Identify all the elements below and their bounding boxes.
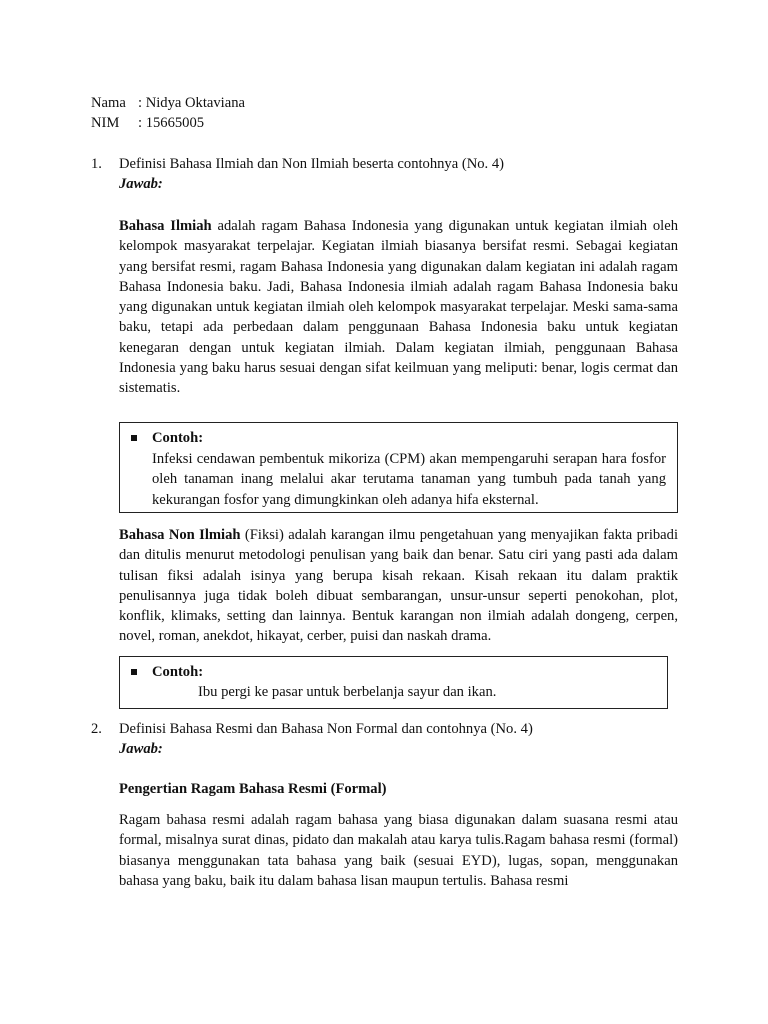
- bullet-icon: [131, 669, 137, 675]
- q2-number: 2.: [91, 721, 102, 737]
- q1-question: Definisi Bahasa Ilmiah dan Non Ilmiah beserta contohnya (No. 4): [119, 156, 505, 172]
- nonilmiah-paragraph: [119, 525, 678, 647]
- example-box-1: [119, 422, 678, 513]
- ilmiah-term: Bahasa Ilmiah: [119, 218, 212, 234]
- q2-heading: Pengertian Ragam Bahasa Resmi (Formal): [119, 781, 387, 797]
- q1-answer-label: Jawab:: [119, 176, 163, 192]
- example2-title: Contoh:: [152, 664, 204, 680]
- example1-title: Contoh:: [152, 430, 204, 446]
- example-box-2: [119, 656, 668, 709]
- nonilmiah-text: (Fiksi) adalah karangan ilmu pengetahuan yang menyajikan fakta pribadi dan ditulis menurut metodologi penulisan yang baik dan benar. Satu ciri yang pasti ada dalam tulisan fiksi adalah isinya yang berupa kisah rekaan. Kisah rekaan itu dalam praktik penulisannya juga tidak boleh dibuat sembarangan, unsur-unsur seperti penokohan, plot, konflik, klimaks, setting dan lainnya. Bentuk karangan non ilmiah adalah dongeng, cerpen, novel, roman, anekdot, hikayat, cerber, puisi dan naskah drama.: [119, 527, 679, 645]
- q2-paragraph: Ragam bahasa resmi adalah ragam bahasa yang biasa digunakan dalam suasana resmi atau formal, misalnya surat dinas, pidato dan makalah atau karya tulis.Ragam bahasa resmi (formal) biasanya menggunakan tata bahasa yang baik (sesuai EYD), lugas, sopan, menggunakan bahasa yang baku, baik itu dalam bahasa lisan maupun tertulis. Bahasa resmi: [119, 812, 678, 889]
- nonilmiah-term: Bahasa Non Ilmiah: [119, 527, 241, 543]
- name-value: : Nidya Oktaviana: [138, 95, 245, 111]
- ilmiah-paragraph: [119, 216, 678, 399]
- name-label: Nama: [91, 95, 126, 111]
- q2-answer-label: Jawab:: [119, 741, 163, 757]
- example2-text: Ibu pergi ke pasar untuk berbelanja sayur dan ikan.: [198, 684, 497, 700]
- q1-number: 1.: [91, 156, 102, 172]
- nim-value: : 15665005: [138, 115, 205, 131]
- example1-text: Infeksi cendawan pembentuk mikoriza (CPM) akan mempengaruhi serapan hara fosfor oleh tanaman inang melalui akar terutama tanaman yang tumbuh pada tanah yang kekurangan fosfor yang dimungkinkan oleh adanya hifa eksternal.: [152, 451, 666, 508]
- nim-label: NIM: [91, 115, 120, 131]
- name-line: [91, 93, 245, 113]
- q2-question: Definisi Bahasa Resmi dan Bahasa Non Formal dan contohnya (No. 4): [119, 721, 533, 737]
- nim-line: [91, 113, 204, 133]
- ilmiah-text: adalah ragam Bahasa Indonesia yang digunakan untuk kegiatan ilmiah oleh kelompok masyarakat terpelajar. Kegiatan ilmiah biasanya bersifat resmi. Sebagai kegiatan yang bersifat resmi, ragam Bahasa Indonesia yang digunakan dalam kegiatan ini adalah ragam Bahasa Indonesia baku. Jadi, Bahasa Indonesia ilmiah adalah ragam Bahasa Indonesia baku yang digunakan untuk kegiatan ilmiah oleh kelompok masyarakat terpelajar. Meski sama-sama baku, tetapi ada perbedaan dalam penggunaan Bahasa Indonesia baku untuk kegiatan kenegaran dengan untuk kegiatan ilmiah. Dalam kegiatan ilmiah, penggunaan Bahasa Indonesia yang baku harus sesuai dengan sifat keilmuan yang meliputi: benar, logis cermat dan sistematis.: [119, 218, 678, 397]
- bullet-icon: [131, 435, 137, 441]
